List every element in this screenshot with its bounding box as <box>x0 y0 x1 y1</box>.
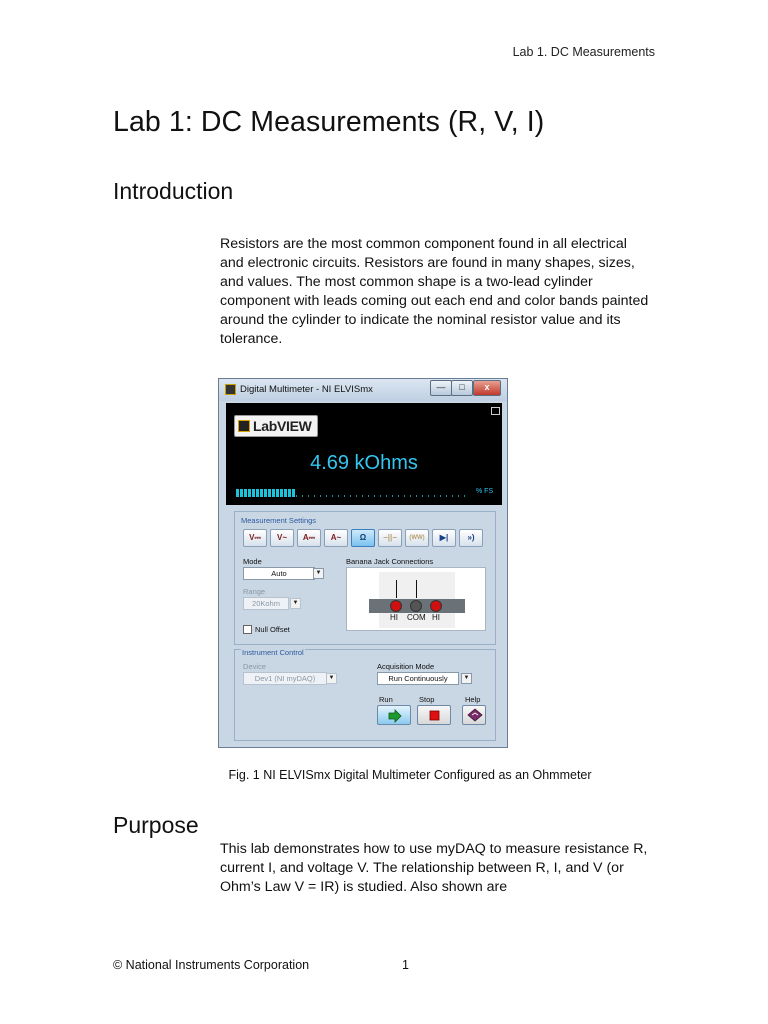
mode-dropdown-icon[interactable]: ▼ <box>313 568 324 579</box>
figure-caption: Fig. 1 NI ELVISmx Digital Multimeter Configured as an Ohmmeter <box>228 768 592 782</box>
range-dropdown-icon[interactable]: ▼ <box>290 598 301 609</box>
close-button[interactable]: x <box>473 380 501 396</box>
intro-heading: Introduction <box>113 178 234 204</box>
dmm-window-figure <box>218 378 508 748</box>
ac-voltage-button[interactable]: V~ <box>270 529 294 547</box>
dc-current-button[interactable]: A⎓ <box>297 529 321 547</box>
window-title-bar <box>219 379 507 401</box>
instrument-control-label: Instrument Control <box>242 648 304 657</box>
purpose-heading: Purpose <box>113 812 199 838</box>
run-label: Run <box>379 695 393 704</box>
device-label: Device <box>243 662 266 671</box>
device-select[interactable]: Dev1 (NI myDAQ) <box>243 672 327 685</box>
range-label: Range <box>243 587 266 596</box>
jack-panel <box>379 572 455 628</box>
dc-voltage-button[interactable]: V⎓ <box>243 529 267 547</box>
inductance-button[interactable]: (WW) <box>405 529 429 547</box>
window-title: Digital Multimeter - NI ELVISmx <box>240 384 373 395</box>
com-jack-icon <box>410 600 422 612</box>
reading-display <box>226 403 502 505</box>
help-button[interactable] <box>462 705 486 725</box>
hi-jack-icon <box>390 600 402 612</box>
page-number: 1 <box>402 958 409 972</box>
jack-label: COM <box>407 613 426 622</box>
help-label: Help <box>465 695 481 704</box>
full-scale-bar <box>236 489 295 497</box>
mode-label: Mode <box>243 557 262 566</box>
null-offset-checkbox[interactable] <box>243 625 252 634</box>
labview-mark-icon <box>238 420 250 432</box>
range-select[interactable]: 20Kohm <box>243 597 289 610</box>
fs-label: % FS <box>476 488 494 495</box>
capacitance-button[interactable]: −||− <box>378 529 402 547</box>
page-title: Lab 1: DC Measurements (R, V, I) <box>113 106 545 138</box>
lead-arrow-icon <box>396 580 397 598</box>
diode-button[interactable]: ▶| <box>432 529 456 547</box>
measurement-settings-label: Measurement Settings <box>241 516 317 525</box>
intro-paragraph: Resistors are the most common component found in all electrical and electronic circuits. Resistors are found in many shapes, sizes, and values. The most common shape is a two-lead cylinder component with leads coming out each end and color bands painted around the cylinder to indicate the nominal resistor value and its tolerance. <box>220 236 649 347</box>
labview-logo <box>234 415 318 437</box>
device-dropdown-icon[interactable]: ▼ <box>326 673 337 684</box>
jack-label: HI <box>432 613 440 622</box>
banana-jack-diagram <box>346 567 486 631</box>
purpose-paragraph: This lab demonstrates how to use myDAQ to measure resistance R, current I, and voltage V. The relationship between R, I, and V (or Ohm’s Law V = IR) is studied. Also shown are <box>220 841 648 895</box>
minimize-button[interactable]: — <box>430 380 452 396</box>
instrument-control-panel <box>234 649 496 741</box>
run-arrow-icon <box>378 706 412 726</box>
acquisition-mode-select[interactable]: Run Continuously <box>377 672 459 685</box>
null-offset-label: Null Offset <box>255 625 290 634</box>
mode-select[interactable]: Auto <box>243 567 315 580</box>
detach-icon[interactable] <box>491 407 500 415</box>
lead-arrow-icon <box>416 580 417 598</box>
measurement-reading: 4.69 kOhms <box>310 452 418 474</box>
acquisition-dropdown-icon[interactable]: ▼ <box>461 673 472 684</box>
run-button[interactable] <box>377 705 411 725</box>
app-icon <box>225 384 236 395</box>
logo-text: LabVIEW <box>253 418 312 434</box>
banana-jack-label: Banana Jack Connections <box>346 557 434 566</box>
resistance-button[interactable]: Ω <box>351 529 375 547</box>
jack-label: HI <box>390 613 398 622</box>
stop-label: Stop <box>419 695 435 704</box>
help-book-icon <box>463 706 487 726</box>
continuity-button[interactable]: ») <box>459 529 483 547</box>
acquisition-mode-label: Acquisition Mode <box>377 662 435 671</box>
stop-button[interactable] <box>417 705 451 725</box>
maximize-button[interactable]: □ <box>451 380 473 396</box>
hi-jack-icon <box>430 600 442 612</box>
running-header: Lab 1. DC Measurements <box>512 45 655 59</box>
stop-square-icon <box>418 706 452 726</box>
ac-current-button[interactable]: A~ <box>324 529 348 547</box>
footer-copyright: © National Instruments Corporation <box>113 958 310 972</box>
